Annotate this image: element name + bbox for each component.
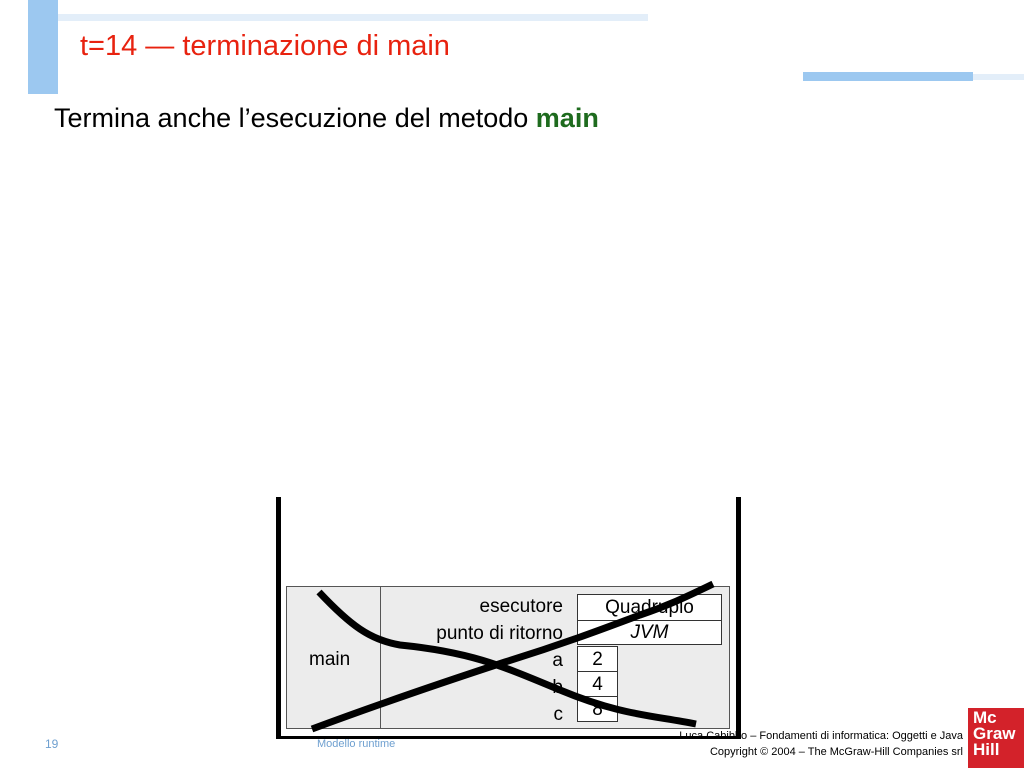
footer-credit: Luca Cabibbo – Fondamenti di informatica: Oggetti e Java xyxy=(679,730,963,742)
value-cell-esecutore: Quadruplo xyxy=(577,594,722,621)
row-label-punto-di-ritorno: punto di ritorno xyxy=(436,623,563,644)
page-number: 19 xyxy=(45,737,59,751)
value-cell-c: 8 xyxy=(577,696,618,722)
subtitle-text: Termina anche l’esecuzione del metodo xyxy=(54,103,529,133)
slide-subtitle xyxy=(54,103,599,134)
frame-name: main xyxy=(309,649,351,670)
decorative-right-bar xyxy=(803,72,973,81)
logo-line-graw: Graw xyxy=(973,724,1016,743)
value-cell-b: 4 xyxy=(577,671,618,697)
slide-title: t=14 — terminazione di main xyxy=(80,30,450,62)
logo-line-hill: Hill xyxy=(973,740,1000,759)
logo-line-mc: Mc xyxy=(973,708,997,727)
row-label-esecutore: esecutore xyxy=(479,596,563,617)
value-cell-a: 2 xyxy=(577,646,618,672)
row-label-a: a xyxy=(552,650,563,671)
stack-left-wall xyxy=(276,497,281,737)
subtitle-keyword: main xyxy=(535,103,599,133)
value-cell-punto-di-ritorno: JVM xyxy=(577,620,722,645)
footer-copyright: Copyright © 2004 – The McGraw-Hill Companies srl xyxy=(709,746,963,758)
footer-section: Modello runtime xyxy=(317,738,396,750)
stack-right-wall xyxy=(736,497,741,737)
mcgraw-hill-logo xyxy=(968,708,1024,768)
decorative-vertical-bar xyxy=(28,0,58,94)
row-label-b: b xyxy=(552,677,563,698)
decorative-right-bar-light xyxy=(973,74,1024,80)
decorative-top-line xyxy=(58,14,648,21)
row-label-c: c xyxy=(553,704,563,725)
